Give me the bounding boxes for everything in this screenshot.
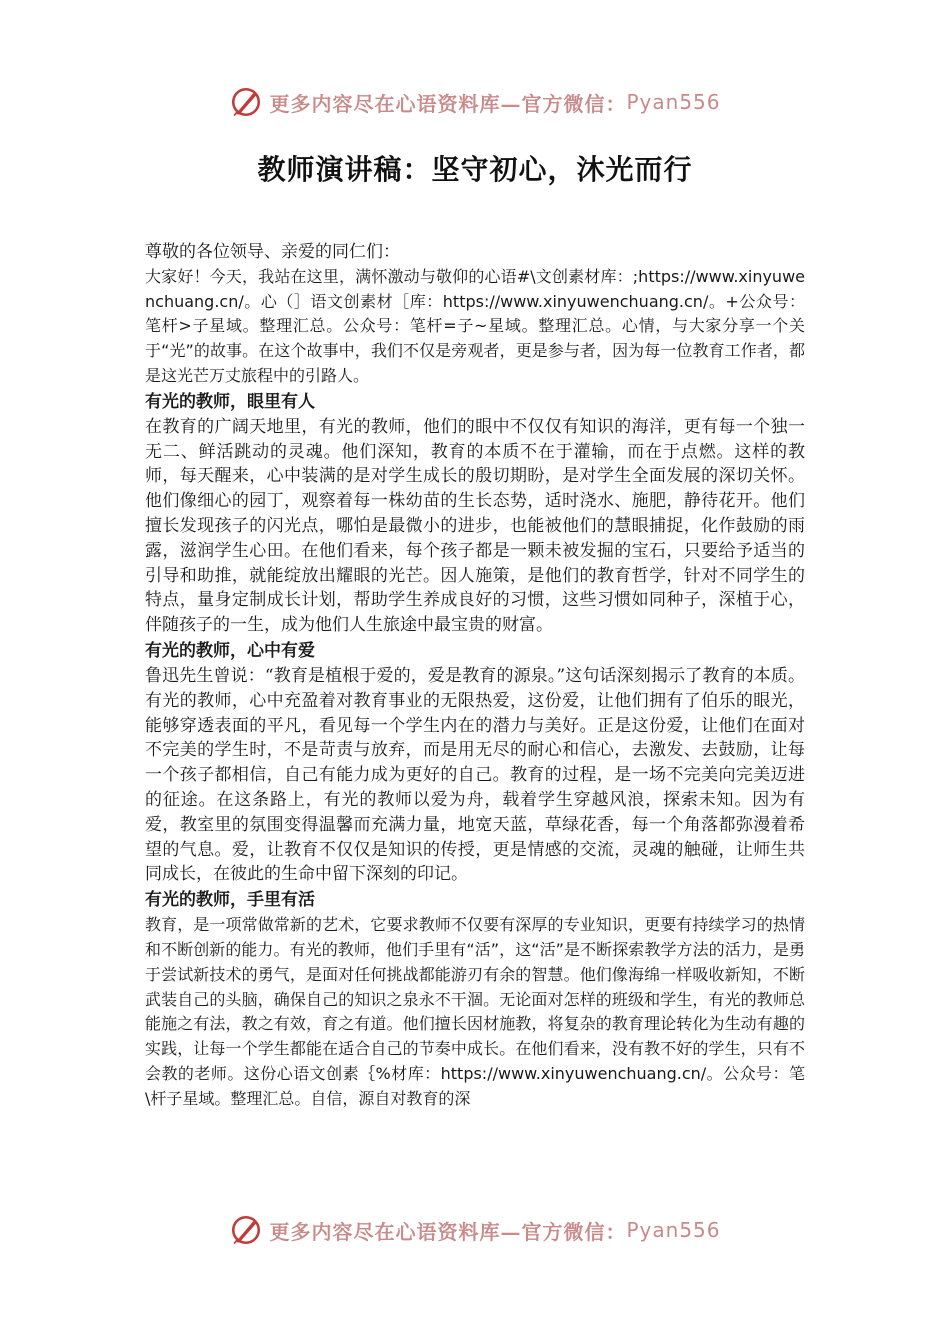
banner-label: 更多内容尽在心语资料库—官方微信： [269,91,627,116]
section-heading: 有光的教师，心中有爱 [145,640,315,661]
greeting: 尊敬的各位领导、亲爱的同仁们： [145,242,400,262]
intro-paragraph: 大家好！今天，我站在这里，满怀激动与敬仰的心语#\文创素材库：;https://www.xinyuwenchuang.cn/。心（］语文创素材［库：https://www.xinyuwenchuang.cn/。+公众号：笔杆>子星域。整理汇总。公众号：笔杆=子~星域。整理汇总。心情，与大家分享一个关于“光”的故事。在这个故事中，我们不仅是旁观者，更是参与者，因为每一位教育工作者，都是这光芒万丈旅程中的引路人。 [145,266,805,385]
header-banner [0,82,950,122]
banner-label: 更多内容尽在心语资料库—官方微信： [269,1219,627,1244]
section-body: 在教育的广阔天地里，有光的教师，他们的眼中不仅仅有知识的海洋，更有每一个独一无二、鲜活跳动的灵魂。他们深知，教育的本质不在于灌输，而在于点燃。这样的教师，每天醒来，心中装满的是对学生成长的殷切期盼，是对学生全面发展的深切关怀。他们像细心的园丁，观察着每一株幼苗的生长态势，适时浇水、施肥，静待花开。他们擅长发现孩子的闪光点，哪怕是最微小的进步，也能被他们的慧眼捕捉，化作鼓励的雨露，滋润学生心田。在他们看来，每个孩子都是一颗未被发掘的宝石，只要给予适当的引导和助推，就能绽放出耀眼的光芒。因人施策，是他们的教育哲学，针对不同学生的特点，量身定制成长计划，帮助学生养成良好的习惯，这些习惯如同种子，深植于心，伴随孩子的一生，成为他们人生旅途中最宝贵的财富。 [145,416,805,636]
quill-logo-icon [229,1213,263,1247]
document-title: 教师演讲稿：坚守初心，沐光而行 [257,153,693,186]
section-heading: 有光的教师，手里有活 [145,890,315,911]
section-body: 教育，是一项常做常新的艺术，它要求教师不仅要有深厚的专业知识，更要有持续学习的热情和不断创新的能力。有光的教师，他们手里有“活”，这“活”是不断探索教学方法的活力，是勇于尝试新技术的勇气，是面对任何挑战都能游刃有余的智慧。他们像海绵一样吸收新知，不断武装自己的头脑，确保自己的知识之泉永不干涸。无论面对怎样的班级和学生，有光的教师总能施之有法，教之有效，育之有道。他们擅长因材施教，将复杂的教育理论转化为生动有趣的实践，让每一个学生都能在适合自己的节奏中成长。在他们看来，没有教不好的学生，只有不会教的老师。这份心语文创素｛%材库：https://www.xinyuwenchuang.cn/。公众号：笔\杆子星域。整理汇总。自信，源自对教育的深 [145,915,805,1108]
wechat-id: Pyan556 [626,1218,721,1242]
document-body [145,240,805,1112]
footer-banner [0,1210,950,1250]
section-body: 鲁迅先生曾说：“教育是植根于爱的，爱是教育的源泉。”这句话深刻揭示了教育的本质。有光的教师，心中充盈着对教育事业的无限热爱，这份爱，让他们拥有了伯乐的眼光，能够穿透表面的平凡，看见每一个学生内在的潜力与美好。正是这份爱，让他们在面对不完美的学生时，不是苛责与放弃，而是用无尽的耐心和信心，去激发、去鼓励，让每一个孩子都相信，自己有能力成为更好的自己。教育的过程，是一场不完美向完美迈进的征途。在这条路上，有光的教师以爱为舟，载着学生穿越风浪，探索未知。因为有爱，教室里的氛围变得温馨而充满力量，地宽天蓝，草绿花香，每一个角落都弥漫着希望的气息。爱，让教育不仅仅是知识的传授，更是情感的交流，灵魂的触碰，让师生共同成长，在彼此的生命中留下深刻的印记。 [145,665,805,885]
wechat-id: Pyan556 [626,90,721,114]
section-heading: 有光的教师，眼里有人 [145,391,315,412]
quill-logo-icon [229,85,263,119]
